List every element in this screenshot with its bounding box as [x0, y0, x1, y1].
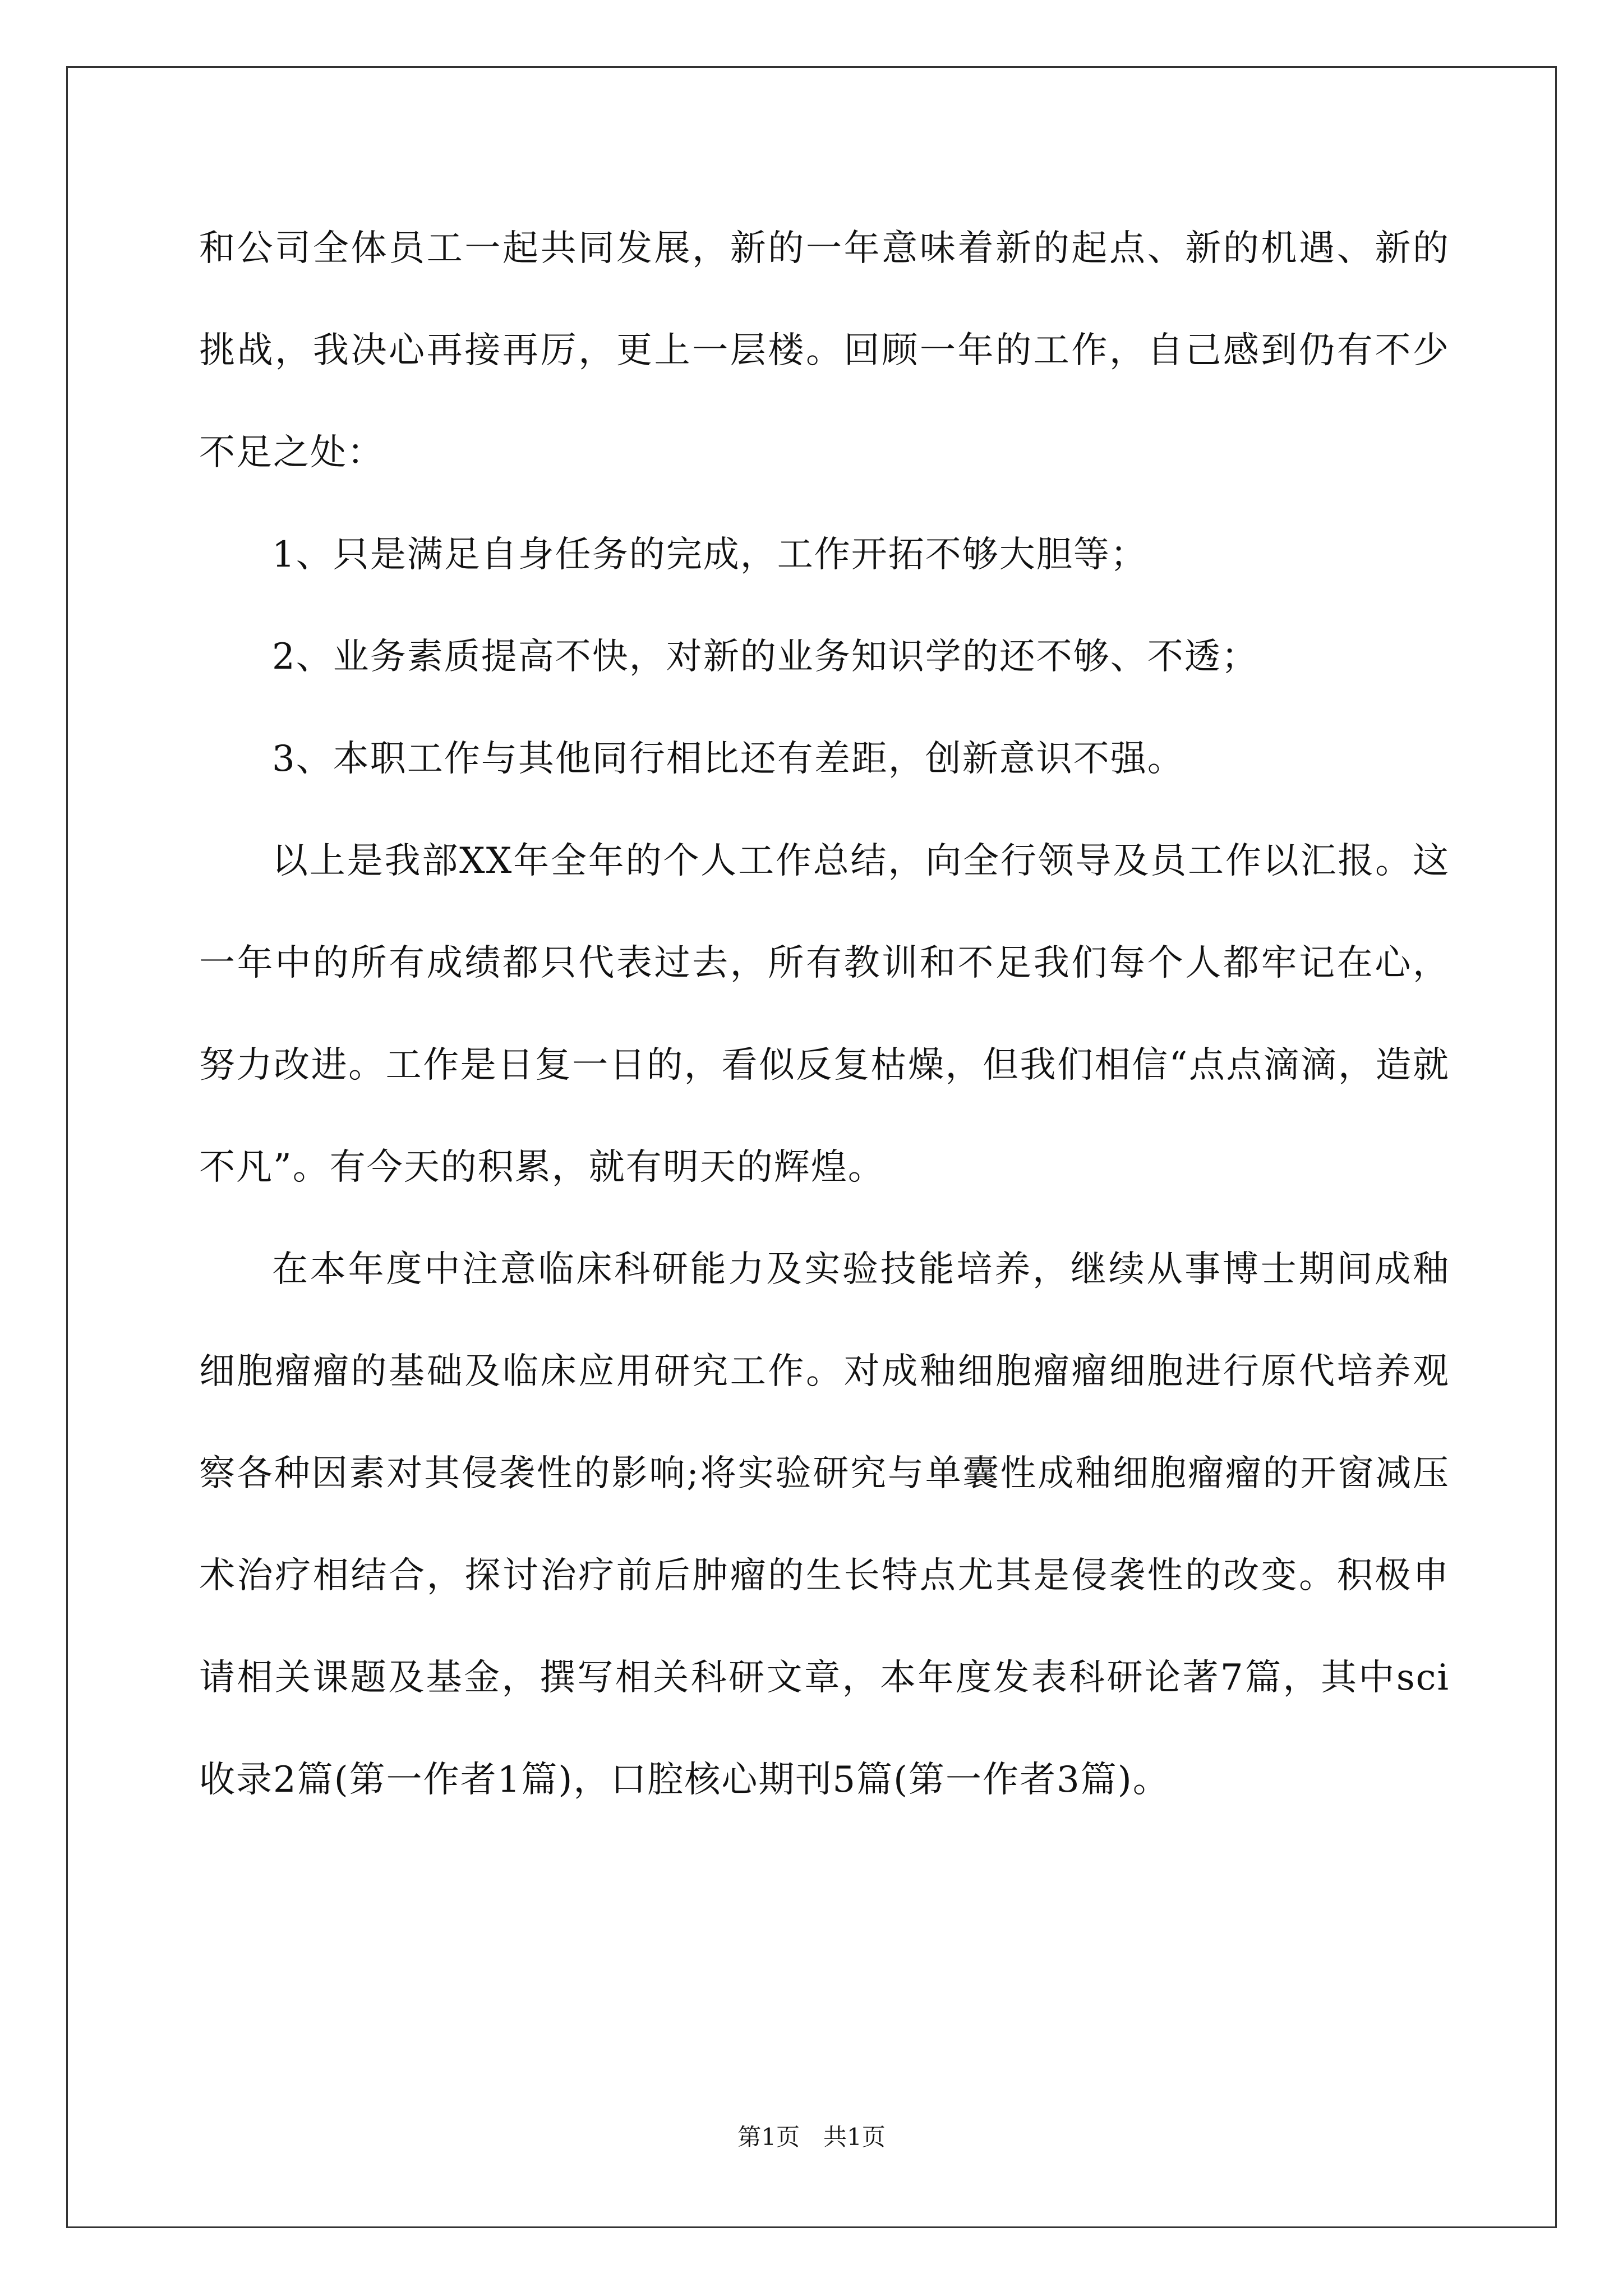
page-footer: 第1页 共1页 [737, 2123, 886, 2151]
paragraph-research: 在本年度中注意临床科研能力及实验技能培养，继续从事博士期间成釉细胞瘤瘤的基础及临床应用研究工作。对成釉细胞瘤瘤细胞进行原代培养观察各种因素对其侵袭性的影响;将实验研究与单囊性成釉细胞瘤瘤的开窗减压术治疗相结合，探讨治疗前后肿瘤的生长特点尤其是侵袭性的改变。积极申请相关课题及基金，撰写相关科研文章，本年度发表科研论著7篇，其中sci收录2篇(第一作者1篇)，口腔核心期刊5篇(第一作者3篇)。 [199, 1249, 1450, 1801]
paragraph-summary: 以上是我部XX年全年的个人工作总结，向全行领导及员工作以汇报。这一年中的所有成绩都只代表过去，所有教训和不足我们每个人都牢记在心，努力改进。工作是日复一日的，看似反复枯燥，但我们相信“点点滴滴，造就不凡”。有今天的积累，就有明天的辉煌。 [199, 840, 1450, 1188]
document-body [199, 197, 1450, 1831]
paragraph-continuation: 和公司全体员工一起共同发展，新的一年意味着新的起点、新的机遇、新的挑战，我决心再接再厉，更上一层楼。回顾一年的工作，自己感到仍有不少不足之处： [199, 228, 1450, 473]
list-item-3: 3、本职工作与其他同行相比还有差距，创新意识不强。 [272, 738, 1184, 780]
list-item-1: 1、只是满足自身任务的完成，工作开拓不够大胆等； [272, 534, 1147, 576]
list-item-2: 2、业务素质提高不快，对新的业务知识学的还不够、不透； [272, 636, 1258, 678]
